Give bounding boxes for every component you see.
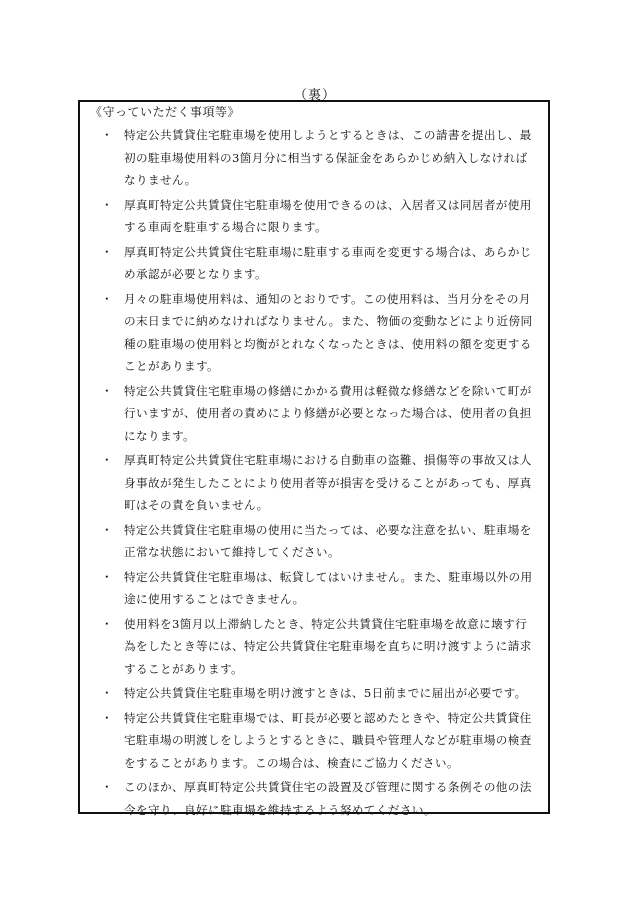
notice-item — [90, 288, 538, 378]
notice-title: 《守っていただく事項等》 — [90, 105, 241, 119]
notice-list — [90, 124, 538, 821]
notice-item-text: このほか、厚真町特定公共賃貸住宅の設置及び管理に関する条例その他の法令を守り、良好に駐車場を維持するよう努めてください。 — [124, 780, 532, 817]
notice-item — [90, 194, 538, 239]
notice-item-text: 厚真町特定公共賃貸住宅駐車場に駐車する車両を変更する場合は、あらかじめ承認が必要となります。 — [124, 244, 532, 281]
notice-item-text: 特定公共賃貸住宅駐車場は、転貸してはいけません。また、駐車場以外の用途に使用することはできません。 — [124, 569, 533, 606]
notice-item — [90, 519, 538, 564]
notice-item — [90, 707, 538, 775]
notice-item-text: 厚真町特定公共賃貸住宅駐車場を使用できるのは、入居者又は同居者が使用する車両を駐車する場合に限ります。 — [124, 197, 532, 234]
bullet-icon: ・ — [101, 616, 113, 631]
notice-item-text: 特定公共賃貸住宅駐車場の使用に当たっては、必要な注意を払い、駐車場を正常な状態において維持してください。 — [124, 522, 532, 559]
bullet-icon: ・ — [101, 197, 113, 212]
notice-item-text: 特定公共賃貸住宅駐車場では、町長が必要と認めたときや、特定公共賃貸住宅駐車場の明渡しをしようとするときに、職員や管理人などが駐車場の検査をすることがあります。この場合は、検査にご協力ください。 — [124, 710, 532, 770]
bullet-icon: ・ — [101, 128, 113, 142]
notice-item — [90, 449, 538, 517]
bullet-icon: ・ — [101, 780, 113, 794]
bullet-icon: ・ — [101, 522, 113, 537]
notice-item — [90, 241, 538, 286]
notice-box — [78, 100, 550, 817]
notice-item — [90, 682, 538, 705]
notice-item-text: 特定公共賃貸住宅駐車場を使用しようとするときは、この請書を提出し、最初の駐車場使用料の3箇月分に相当する保証金をあらかじめ納入しなければなりません。 — [124, 128, 532, 187]
bullet-icon: ・ — [101, 291, 113, 306]
bullet-icon: ・ — [101, 710, 113, 725]
notice-item-text: 厚真町特定公共賃貸住宅駐車場における自動車の盗難、損傷等の事故又は人身事故が発生したことにより使用者等が損害を受けることがあっても、厚真町はその責を負いません。 — [124, 453, 532, 512]
bullet-icon: ・ — [101, 383, 113, 398]
notice-item-text: 使用料を3箇月以上滞納したとき、特定公共賃貸住宅駐車場を故意に壊す行為をしたとき等には、特定公共賃貸住宅駐車場を直ちに明け渡すように請求することがあります。 — [124, 616, 532, 676]
bullet-icon: ・ — [101, 453, 113, 467]
notice-item — [90, 124, 538, 192]
bullet-icon: ・ — [101, 244, 113, 259]
notice-item — [90, 613, 538, 681]
page-side-heading: （裏） — [293, 88, 336, 103]
notice-item — [90, 776, 538, 821]
bullet-icon: ・ — [101, 686, 113, 700]
notice-item-text: 特定公共賃貸住宅駐車場の修繕にかかる費用は軽微な修繕などを除いて町が行いますが、使用者の責めにより修繕が必要となった場合は、使用者の負担になります。 — [124, 383, 532, 443]
notice-item — [90, 566, 538, 611]
notice-item-text: 特定公共賃貸住宅駐車場を明け渡すときは、5日前までに届出が必要です。 — [124, 686, 527, 700]
bullet-icon: ・ — [101, 569, 113, 584]
notice-item — [90, 380, 538, 448]
notice-item-text: 月々の駐車場使用料は、通知のとおりです。この使用料は、当月分をその月の末日までに納めなければなりません。また、物価の変動などにより近傍同種の駐車場の使用料と均衡がとれなくなったときは、使用料の額を変更することがあります。 — [124, 291, 533, 373]
